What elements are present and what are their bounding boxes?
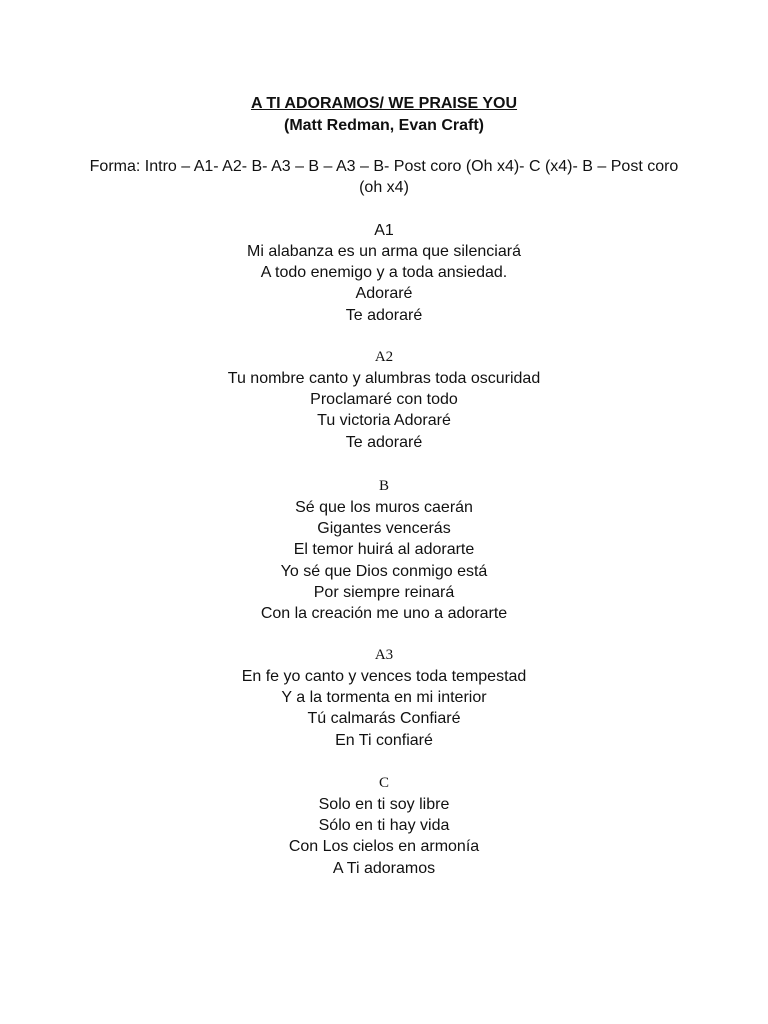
lyric-line: Solo en ti soy libre bbox=[318, 796, 450, 813]
section-a3 bbox=[0, 645, 768, 751]
song-authors: (Matt Redman, Evan Craft) bbox=[283, 117, 485, 134]
lyric-line: Con la creación me uno a adorarte bbox=[260, 605, 508, 623]
lyric-line: Te adoraré bbox=[345, 433, 423, 451]
section-c bbox=[0, 773, 768, 879]
song-title: A TI ADORAMOS/ WE PRAISE YOU bbox=[250, 95, 518, 112]
lyric-line: En fe yo canto y vences toda tempestad bbox=[241, 668, 527, 685]
lyric-line: El temor huirá al adorarte bbox=[293, 541, 475, 559]
lyric-line: Por siempre reinará bbox=[313, 583, 455, 601]
lyric-line: Y a la tormenta en mi interior bbox=[281, 689, 487, 707]
lyric-line: Adoraré bbox=[355, 285, 413, 303]
lyric-line: Tu victoria Adoraré bbox=[317, 412, 451, 430]
lyric-line: En Ti confiaré bbox=[335, 731, 433, 749]
lyric-line: Te adoraré bbox=[345, 306, 423, 324]
section-label: A3 bbox=[374, 647, 394, 663]
lyric-line: Proclamaré con todo bbox=[310, 391, 458, 409]
lyric-line: Mi alabanza es un arma que silenciará bbox=[247, 243, 521, 260]
song-form: Forma: Intro – A1- A2- B- A3 – B – A3 – B- Post coro (Oh x4)- C (x4)- B – Post coro (oh x4) bbox=[89, 158, 679, 196]
lyric-line: Yo sé que Dios conmigo está bbox=[280, 562, 488, 580]
section-label: A2 bbox=[374, 349, 394, 365]
lyric-line: Sólo en ti hay vida bbox=[318, 817, 450, 835]
lyric-line: A Ti adoramos bbox=[332, 859, 436, 877]
lyric-line: Tu nombre canto y alumbras toda oscuridad bbox=[227, 370, 541, 387]
section-label: B bbox=[378, 478, 389, 494]
lyric-line: Tú calmarás Confiaré bbox=[307, 710, 461, 728]
section-a2 bbox=[0, 347, 768, 453]
section-b bbox=[0, 476, 768, 624]
section-a1 bbox=[0, 220, 768, 326]
section-label: A1 bbox=[374, 222, 394, 239]
lyric-line: Sé que los muros caerán bbox=[295, 499, 473, 516]
section-label: C bbox=[378, 775, 389, 791]
lyric-line: A todo enemigo y a toda ansiedad. bbox=[260, 264, 508, 282]
lyric-line: Con Los cielos en armonía bbox=[288, 838, 480, 856]
lyric-line: Gigantes vencerás bbox=[317, 520, 451, 538]
